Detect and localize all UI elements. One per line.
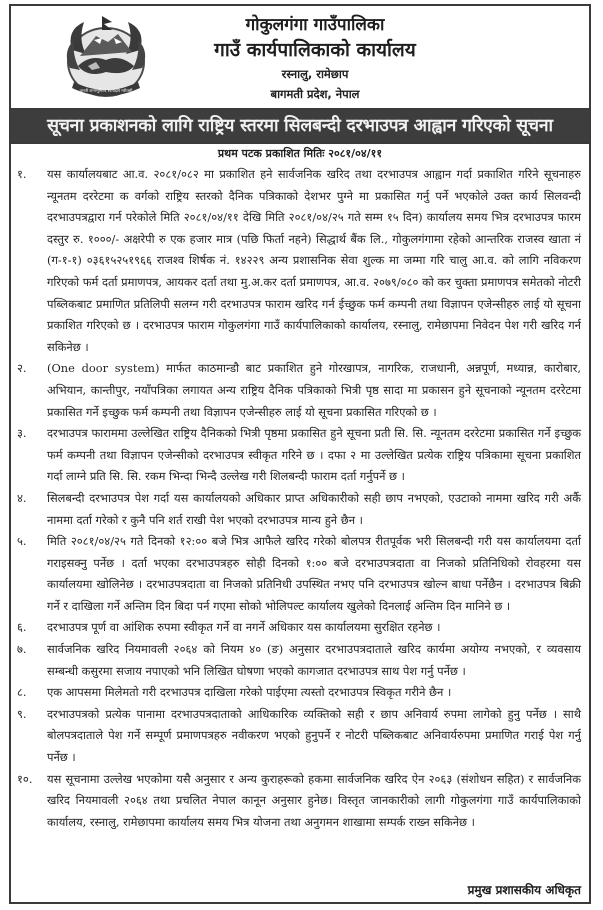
notice-title-banner: सूचना प्रकाशनको लागि राष्ट्रिय स्तरमा सिलबन्दी दरभाउपत्र आह्वान गरिएको सूचना [11,110,589,144]
office-name: गाउँ कार्यपालिकाको कार्यालय [214,39,416,61]
office-province: बागमती प्रदेश, नेपाल [270,87,360,101]
clause-number: ५. [17,534,27,549]
svg-text:जननी जन्मभूमिश्च स्वर्गादपि गर: जननी जन्मभूमिश्च स्वर्गादपि गरीयसी [79,88,133,93]
clause-number: ७. [17,642,27,657]
notice-document [9,4,591,904]
clause-number: ८. [17,685,27,700]
clause-text: सिलबन्दी दरभाउपत्र पेश गर्दा यस कार्यालयको अधिकार प्राप्त अधिकारीको सही छाप नभएको, एउटाको नाममा खरिद गरी अर्कै नाममा दर्ता गरेको र कुनै पनि शर्त राखी पेश भएको दरभाउपत्र मान्य हुने छैन । [47,490,581,527]
clause-number: ४. [17,490,27,505]
municipality-name: गोकुलगंगा गाउँपालिका [245,15,385,35]
clause-text: (One door system) मार्फत काठमान्डौ बाट प्रकाशित हुने गोरखापत्र, नागरिक, राजधानी, अन्नपूर्ण, मध्यान्न, कारोबार, अभियान, कान्तीपुर, नयाँपत्रिका लगायत अन्य राष्ट्रिय दैनिक पत्रिकाको भित्री पृष्ठ सादा मा प्रकासन हुने सूचनाको न्यूनतम दररेटमा प्रकासित गर्ने इच्छुक फर्म कम्पनी तथा विज्ञापन एजेन्सीहरु लाई यो सूचना प्रकासित गरिएको छ । [47,361,581,419]
clause-text: दरभाउपत्रको प्रत्येक पानामा दरभाउपत्रदाताको आधिकारिक व्यक्तिको सही र छाप अनिवार्य रुपमा लागेको हुनु पर्नेछ । साथै बोलपत्रदाताले पेश गर्ने सम्पूर्ण प्रमाणपत्रहरु नवीकरण भएको हुनुपर्ने र नोटरी पब्लिकबाट अनिवार्यरुपमा प्रमाणित गराई पेश गर्नु पर्नेछ । [47,706,581,765]
clause-item [17,617,581,639]
clause-item [17,423,581,488]
clause-text: मिति २०८१/०४/२५ गते दिनको १२:०० बजे भित्र आफैले खरिद गरेको बोलपत्र रीतपूर्वक भरी सिलबन्दी गरी यस कार्यालयमा दर्ता गराइसक्नु पर्नेछ । दर्ता भएका दरभाउपत्रहरु सोही दिनको १:०० बजे दरभाउपत्रदाता वा निजको प्रतिनिधिको रोवहरमा यस कार्यालयमा खोलिनेछ । दरभाउपत्रदाता वा निजको प्रतिनिधी उपस्थित नभए पनि दरभाउपत्र खोल्न बाधा पर्नेछैन । दरभाउपत्र बिक्री गर्ने र दाखिला गर्ने अन्तिम दिन बिदा पर्न गएमा सोको भोलिपल्ट कार्यालय खुलेको दिनलाई अन्तिम दिन मानिने छ । [47,534,581,613]
clause-number: ९. [17,706,27,721]
clause-item [17,488,581,531]
clause-item [17,531,581,617]
clause-item [17,164,581,358]
office-titles [11,14,589,104]
clause-text: एक आपसमा मिलेमतो गरी दरभाउपत्र दाखिला गरेको पाईएमा त्यस्तो दरभाउपत्र स्विकृत गरीने छैन । [47,685,452,700]
clause-item [17,704,581,769]
publication-date: प्रथम पटक प्रकाशित मितिः २०८१/०४/११ [217,147,383,160]
clause-item [17,639,581,682]
clause-item [17,682,581,704]
clause-text: सार्वजनिक खरिद नियमावली २०६४ को नियम ४० (ङ) अनुसार दरभाउपत्रदाताले खरिद कार्यमा अयोग्य नभएको, र व्यवसाय सम्बन्धी कसुरमा सजाय नपाएको भनि लिखित घोषणा भएको कागजात दरभाउपत्र साथ पेश गर्नु पर्नेछ । [47,642,581,678]
notice-header [11,6,589,110]
clause-number: १. [17,167,27,181]
clause-text: दरभाउपत्र पूर्ण वा आंशिक रुपमा स्वीकृत गर्ने वा नगर्ने अधिकार यस कार्यालयमा सुरक्षित रहनेछ । [47,620,441,635]
clause-number: ६. [17,620,27,635]
clause-number: २. [17,361,27,376]
notice-clauses [11,164,589,833]
clause-number: ३. [17,426,27,441]
signatory-title: प्रमुख प्रशासकीय अधिकृत [467,883,581,897]
clause-number: १०. [17,771,33,786]
clause-item [17,769,581,834]
clause-text: दरभाउपत्र फाराममा उल्लेखित राष्ट्रिय दैनिकको भित्री पृष्ठमा प्रकासित हुने सूचना प्रती सि. सि. न्यूनतम दररेटमा प्रकासित गर्ने इच्छुक फर्म कम्पनी तथा विज्ञापन एजेन्सीको दरभाउपत्र स्वीकृत गरिने छ । दफा २ मा उल्लेखित प्रत्येक राष्ट्रिय पत्रिकामा सूचना प्रकाशित गर्दा लाग्ने प्रति सि. सि. रकम भिन्दा भिन्दै उल्लेख गरी शिलबन्दी फाराम दर्ता गर्नुपर्ने छ । [47,426,581,484]
clause-text: यस सूचनामा उल्लेख भएकोमा यसै अनुसार र अन्य कुराहरूको हकमा सार्वजनिक खरिद ऐन २०६३ (संशोधन सहित) र सार्वजनिक खरिद नियमावली २०६४ तथा प्रचलित नेपाल कानून अनुसार हुनेछ। विस्तृत जानकारीको लागी गोकुलगंगा गाउँ कार्यपालिकाको कार्यालय, रस्नालु, रामेछापमा कार्यालय समय भित्र योजना तथा अनुगमन शाखामा सम्पर्क राख्न सकिनेछ । [47,771,581,829]
office-location: रस्नालु, रामेछाप [281,67,349,81]
clause-item [17,358,581,423]
clause-text: यस कार्यालयबाट आ.व. २०८१/०८२ मा प्रकाशित हने सार्वजनिक खरिद तथा दरभाउपत्र आह्वान गर्दा प्रकाशित गरिने सूचनाहरु न्यूनतम दररेटमा क वर्गको राष्ट्रिय स्तरको दैनिक पत्रिकाको देशभर पुग्ने मा प्रकासित गर्नु पर्ने भएकोले उक्त कार्य सिलवन्दी दरभाउपत्रद्वारा गर्न परेकोले मिति २०८१/०४/११ देखि मिति २०८१/०४/२५ गते सम्म १५ दिन) कार्यालय समय भित्र दरभाउपत्र फारम दस्तुर रु. १०००/- अक्षरेपी रु एक हजार मात्र (पछि फिर्ता नहने) सिद्धार्थ बैंक लि., गोकुलगंगामा रहेको आन्तरिक राजस्व खाता नं (ग-१-१) ०३६१५२५१९६६ राजश्व शिर्षक नं. १४२२९ अन्य प्रशासनिक सेवा शुल्क मा जम्मा गरि चालु आ.व. को लागि नविकरण गरिएको फर्म दर्ता प्रमाणपत्र, आयकर दर्ता तथा मु.अ.कर दर्ता प्रमाणपत्र, आ.व. २०७९/०८० को कर चुक्ता प्रमाणपत्र समेतको नोटरी पब्लिकबाट प्रमाणित प्रतिलिपी सलग्न गरी दरभाउपत्र फाराम खरिद गर्न ईच्छुक फर्म कम्पनी तथा विज्ञापन एजेन्सीहरु लाई यो सूचना प्रकाशित गरिएको छ । दरभाउपत्र फाराम गोकुलगंगा गाउँ कार्यपालिकाको कार्यालय, रस्नालु, रामेछापमा निवेदन पेश गरी खरिद गर्न सकिनेछ । [47,167,581,354]
